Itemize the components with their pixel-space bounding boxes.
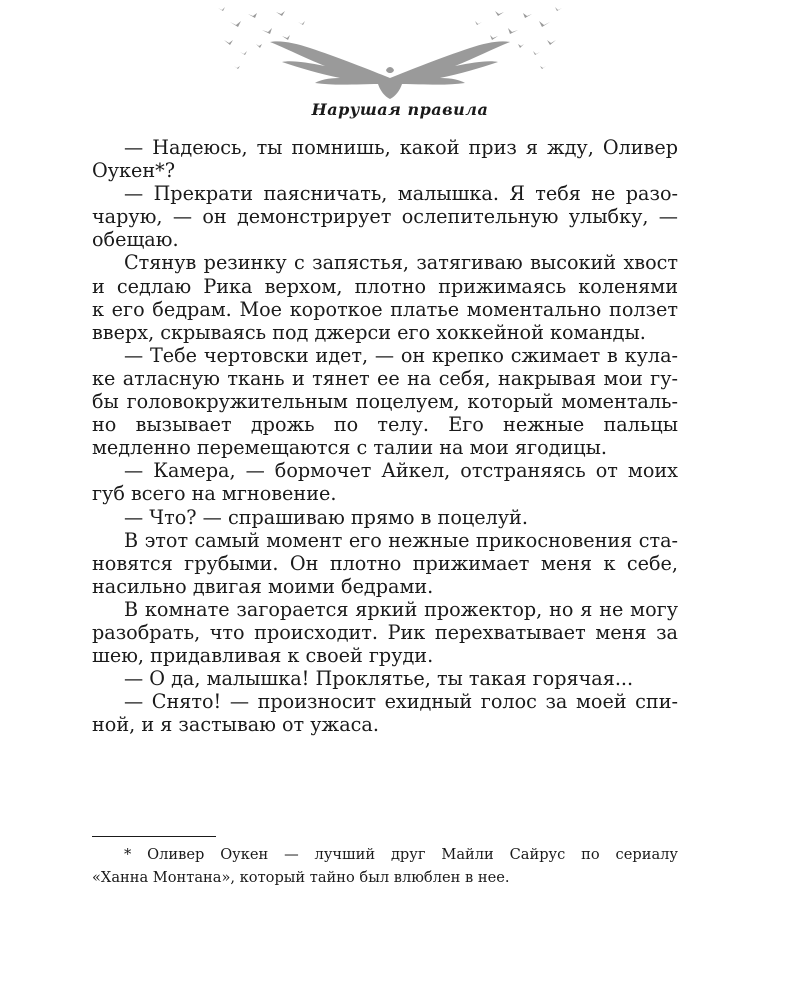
text-line: но вызывает дрожь по телу. Его нежные пальцы [92,413,678,437]
text-line: — Тебе чертовски идет, — он крепко сжимает в кула- [124,343,678,367]
text-line: и седлаю Рика верхом, плотно прижимаясь коленями [92,274,678,298]
text-line: — Надеюсь, ты помнишь, какой приз я жду, Оливер [124,136,678,159]
footnote-line: «Ханна Монтана», который тайно был влюблен в нее. [92,869,510,887]
text-line: — Снято! — произносит ехидный голос за моей спи- [124,690,678,714]
text-line: обещаю. [92,228,179,252]
main-text [92,136,678,736]
text-line: ке атласную ткань и тянет ее на себя, накрывая мои гу- [92,366,678,390]
text-line: к его бедрам. Мое короткое платье моментально ползет [92,297,678,321]
text-line: ной, и я застываю от ужаса. [92,713,379,737]
text-line: разобрать, что происходит. Рик перехватывает меня за [92,620,678,644]
running-head: Нарушая правила [311,100,489,119]
text-line: насильно двигая моими бедрами. [92,574,434,598]
text-line: — Камера, — бормочет Айкел, отстраняясь от моих [124,459,678,483]
text-line: шею, придавливая к своей груди. [92,644,434,668]
text-line: Оукен*? [92,159,176,183]
footnote-line: * Оливер Оукен — лучший друг Майли Сайрус по сериалу [124,846,678,863]
footnote-divider [92,836,216,837]
text-line: В комнате загорается яркий прожектор, но я не могу [124,597,678,621]
text-line: — Прекрати паясничать, малышка. Я тебя не разо- [124,182,678,206]
text-line: Стянув резинку с запястья, затягиваю высокий хвост [124,251,678,275]
text-line: В этот самый момент его нежные прикосновения ста- [124,528,678,552]
text-line: — О да, малышка! Проклятье, ты такая горячая... [124,667,634,691]
text-line: бы головокружительным поцелуем, который моменталь- [92,390,678,414]
text-line: губ всего на мгновение. [92,482,337,506]
eagle-with-birds-icon [210,0,570,100]
text-line: новятся грубыми. Он плотно прижимает меня к себе, [92,551,678,575]
text-line: медленно перемещаются с талии на мои ягодицы. [92,436,607,460]
footnote [92,845,678,891]
text-line: вверх, скрываясь под джерси его хоккейной команды. [92,320,646,344]
text-line: чарую, — он демонстрирует ослепительную улыбку, — [92,205,678,229]
text-line: — Что? — спрашиваю прямо в поцелуй. [124,505,528,529]
